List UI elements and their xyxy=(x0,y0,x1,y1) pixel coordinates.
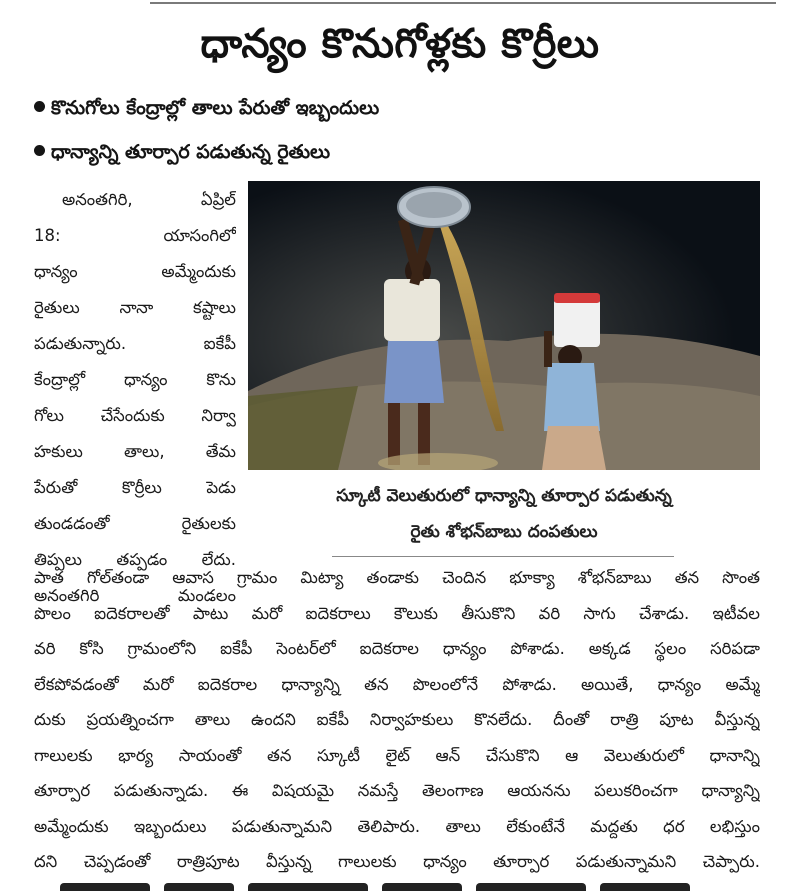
caption-line: స్కూటీ వెలుతురులో ధాన్యాన్ని తూర్పార పడుతున్న xyxy=(336,486,672,506)
text-line: రైతులు నానా కష్టాలు xyxy=(34,298,236,317)
news-photo xyxy=(248,181,760,470)
bullet-dot-icon xyxy=(34,145,45,156)
text-line: పొలం ఐదెకరాలతో పాటు మరో ఐదెకరాలు కౌలుకు తీసుకొని వరి సాగు చేశాడు. ఇటీవల xyxy=(34,603,760,623)
text-line: లేకపోవడంతో మరో ఐదెకరాల ధాన్యాన్ని తన పొలంలోనే పోశాడు. అయితే, ధాన్యం అమ్మే xyxy=(34,674,760,694)
text-line: గాలులకు భార్య సాయంతో తన స్కూటీ లైట్ ఆన్ చేసుకొని ఆ వెలుతురులో ధానాన్ని xyxy=(34,745,760,765)
text-line: తిప్పలు తప్పడం లేదు. xyxy=(34,550,236,569)
text-line: తుండడంతో రైతులకు xyxy=(34,514,236,533)
photo-caption xyxy=(248,478,760,550)
body-paragraph xyxy=(34,560,760,880)
text-line: అమ్మేందుకు ఇబ్బందులు పడుతున్నామని తెలిపారు. తాలు లేకుంటేనే మద్దతు ధర లభిస్తుం xyxy=(34,816,760,836)
text-line: పాత గోల్‌తండా ఆవాస గ్రామం మిట్యా తండాకు చెందిన భూక్యా శోభన్‌బాబు తన సొంత xyxy=(34,568,760,587)
bullet-text: కొనుగోలు కేంద్రాల్లో తాలు పేరుతో ఇబ్బందులు xyxy=(51,97,380,119)
top-divider xyxy=(150,2,776,4)
bullet-dot-icon xyxy=(34,101,45,112)
text-line: గోలు చేసేందుకు నిర్వా xyxy=(34,406,236,425)
text-line: తూర్పార పడుతున్నాడు. ఈ విషయమై నమస్తే తెలంగాణ ఆయనను పలుకరించగా ధాన్యాన్ని xyxy=(34,781,760,800)
text-line: ధాన్యం అమ్మేందుకు xyxy=(34,262,236,281)
text-line: కేంద్రాల్లో ధాన్యం కొను xyxy=(34,370,236,389)
caption-divider xyxy=(332,556,674,557)
lead-paragraph xyxy=(34,182,236,614)
text-line: 18: యాసంగిలో xyxy=(34,226,236,245)
article-headline: ధాన్యం కొనుగోళ్లకు కొర్రీలు xyxy=(200,21,600,67)
text-line: హకులు తాలు, తేమ xyxy=(34,442,236,461)
text-line: దని చెప్పడంతో రాత్రిపూట వీస్తున్న గాలులకు ధాన్యం తూర్పార పడుతున్నామని చెప్పారు. xyxy=(34,852,760,871)
text-line: దుకు ప్రయత్నించగా తాలు ఉందని ఐకేపీ నిర్వాహకులు కొనలేదు. దీంతో రాత్రి పూట వీస్తున్న xyxy=(34,710,760,729)
text-line: పేరుతో కొర్రీలు పెడు xyxy=(34,478,236,497)
caption-line: రైతు శోభన్‌బాబు దంపతులు xyxy=(410,522,598,542)
text-line: పడుతున్నారు. ఐకేపీ xyxy=(34,334,236,353)
bullet-point xyxy=(34,138,330,166)
text-line: అనంతగిరి మండలం xyxy=(34,586,236,605)
next-headline-cutoff xyxy=(60,870,760,891)
text-line: వరి కోసి గ్రామంలోని ఐకేపీ సెంటర్‌లో ఐదెకరాల ధాన్యం పోశాడు. అక్కడ స్థలం సరిపడా xyxy=(34,639,760,658)
bullet-point xyxy=(34,94,379,122)
text-line: అనంతగిరి, ఏప్రిల్ xyxy=(62,190,236,209)
bullet-text: ధాన్యాన్ని తూర్పార పడుతున్న రైతులు xyxy=(51,141,331,163)
